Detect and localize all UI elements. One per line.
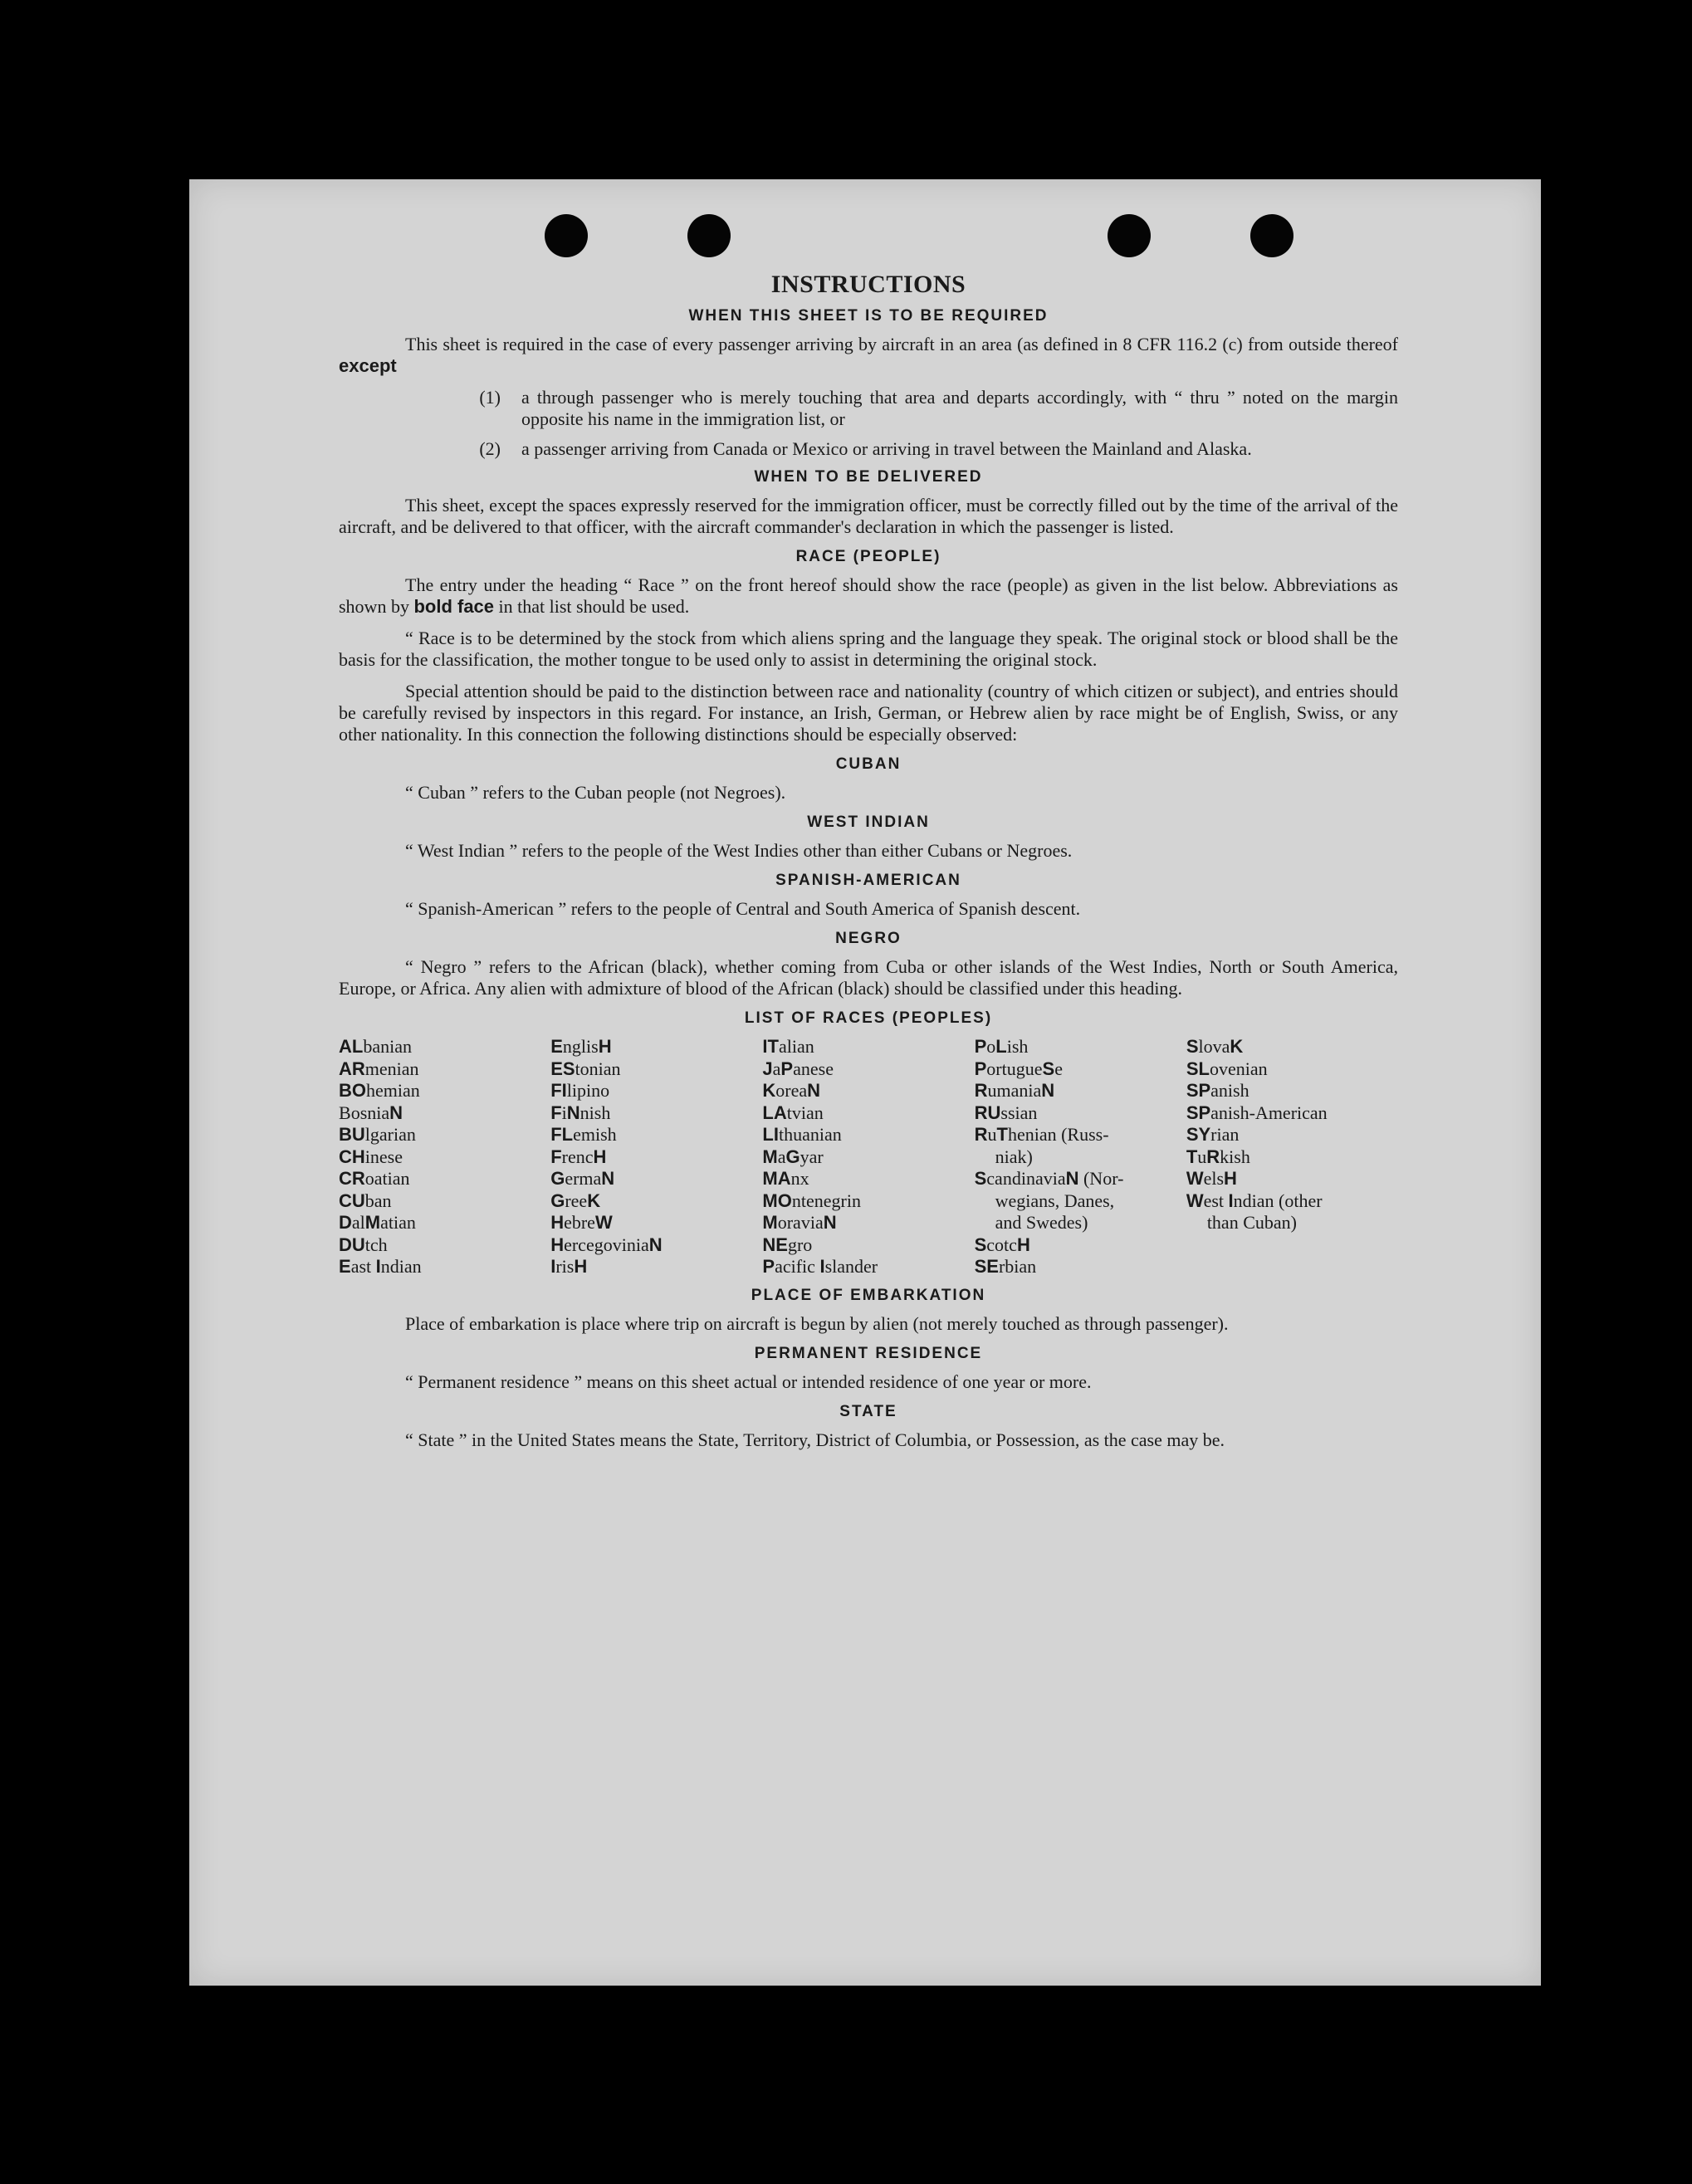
race-abbrev: S bbox=[974, 1168, 987, 1189]
race-text: ntenegrin bbox=[791, 1190, 861, 1211]
race-text: tonian bbox=[575, 1058, 621, 1079]
race-entry bbox=[1186, 1146, 1398, 1169]
heading-state: STATE bbox=[839, 1402, 897, 1420]
races-table bbox=[339, 1036, 1398, 1278]
race-text: ndian bbox=[380, 1256, 422, 1277]
race-p1-after: in that list should be used. bbox=[498, 596, 690, 617]
race-abbrev: T bbox=[996, 1124, 1008, 1145]
race-entry bbox=[975, 1168, 1186, 1190]
race-text: candinavia bbox=[986, 1168, 1066, 1189]
race-abbrev: N bbox=[807, 1080, 821, 1101]
race-text: acific bbox=[775, 1256, 820, 1277]
race-text: ortugue bbox=[986, 1058, 1043, 1079]
heading-delivered: WHEN TO BE DELIVERED bbox=[754, 468, 983, 486]
race-entry bbox=[762, 1036, 974, 1058]
race-entry bbox=[1186, 1058, 1398, 1081]
race-text: els bbox=[1203, 1168, 1225, 1189]
punch-hole bbox=[545, 214, 588, 257]
cuban-text: “ Cuban ” refers to the Cuban people (not Negroes). bbox=[405, 782, 786, 803]
race-text: osnia bbox=[350, 1102, 390, 1123]
required-intro-text: This sheet is required in the case of every passenger arriving by aircraft in an area (as defined in 8 CFR 116.2 (c) from outside thereof bbox=[405, 334, 1398, 354]
race-text: lova bbox=[1198, 1036, 1230, 1057]
race-text: cotc bbox=[986, 1234, 1017, 1255]
race-abbrev: H bbox=[550, 1212, 565, 1233]
race-abbrev: P bbox=[974, 1036, 987, 1057]
race-p3: Special attention should be paid to the distinction between race and nationality (country of which citizen or subject), and entries should be carefully revised by inspectors in this regard. For instance, an Irish, German, or Hebrew alien by race might be of English, Swiss, or any other nationality. In this connection the following distinctions should be especially observed: bbox=[339, 681, 1398, 745]
heading-cuban: CUBAN bbox=[835, 755, 902, 773]
race-text: al bbox=[351, 1212, 365, 1233]
race-abbrev: K bbox=[587, 1190, 601, 1211]
race-entry bbox=[1186, 1036, 1398, 1058]
race-abbrev: CU bbox=[339, 1190, 365, 1211]
race-entry bbox=[339, 1036, 550, 1058]
race-text: ovenian bbox=[1209, 1058, 1268, 1079]
race-column bbox=[762, 1036, 974, 1278]
race-abbrev: M bbox=[762, 1146, 778, 1167]
race-text: rian bbox=[1210, 1124, 1240, 1145]
race-abbrev: E bbox=[550, 1036, 563, 1057]
state-text: “ State ” in the United States means the State, Territory, District of Columbia, or Possession, as the case may be. bbox=[405, 1429, 1225, 1450]
race-column bbox=[1186, 1036, 1398, 1278]
spanish-american-text: “ Spanish-American ” refers to the people of Central and South America of Spanish descent. bbox=[405, 898, 1081, 919]
race-text: ercegovinia bbox=[564, 1234, 649, 1255]
race-abbrev: AL bbox=[339, 1036, 364, 1057]
race-text: anish-American bbox=[1210, 1102, 1328, 1123]
race-abbrev: MO bbox=[762, 1190, 792, 1211]
race-text: lgarian bbox=[364, 1124, 416, 1145]
race-abbrev: H bbox=[574, 1256, 588, 1277]
race-abbrev: R bbox=[974, 1124, 988, 1145]
race-abbrev: NE bbox=[762, 1234, 788, 1255]
race-text: nglis bbox=[562, 1036, 599, 1057]
race-abbrev: SL bbox=[1186, 1058, 1210, 1079]
race-entry bbox=[762, 1080, 974, 1102]
race-column bbox=[339, 1036, 550, 1278]
race-entry bbox=[550, 1036, 762, 1058]
race-abbrev: S bbox=[1042, 1058, 1055, 1079]
punch-hole bbox=[1108, 214, 1151, 257]
race-entry bbox=[762, 1168, 974, 1190]
race-abbrev: R bbox=[974, 1080, 988, 1101]
race-abbrev: S bbox=[1186, 1036, 1199, 1057]
race-entry bbox=[975, 1080, 1186, 1102]
race-entry bbox=[975, 1146, 1186, 1169]
race-text: anish bbox=[1210, 1080, 1249, 1101]
race-abbrev: MA bbox=[762, 1168, 791, 1189]
race-entry bbox=[975, 1212, 1186, 1234]
race-abbrev: BU bbox=[339, 1124, 365, 1145]
west-indian-text: “ West Indian ” refers to the people of the West Indies other than either Cubans or Negroes. bbox=[405, 840, 1073, 861]
race-abbrev: N bbox=[566, 1102, 580, 1123]
race-entry bbox=[975, 1256, 1186, 1278]
race-text: wegians, Danes, bbox=[995, 1190, 1115, 1211]
race-text: e bbox=[1054, 1058, 1063, 1079]
race-text: thuanian bbox=[778, 1124, 842, 1145]
race-text: niak) bbox=[995, 1146, 1033, 1167]
race-text: slander bbox=[824, 1256, 878, 1277]
race-entry bbox=[975, 1102, 1186, 1125]
race-text: ebre bbox=[564, 1212, 595, 1233]
race-abbrev: ES bbox=[550, 1058, 575, 1079]
residence-text: “ Permanent residence ” means on this sheet actual or intended residence of one year or more. bbox=[405, 1370, 1092, 1392]
race-text: a bbox=[777, 1146, 786, 1167]
race-text: hemian bbox=[366, 1080, 420, 1101]
race-entry bbox=[339, 1212, 550, 1234]
race-entry bbox=[550, 1124, 762, 1146]
race-text: henian (Russ- bbox=[1007, 1124, 1109, 1145]
race-entry bbox=[762, 1102, 974, 1125]
race-abbrev: G bbox=[550, 1168, 565, 1189]
race-entry bbox=[1186, 1080, 1398, 1102]
race-text: ast bbox=[350, 1256, 376, 1277]
page-title: INSTRUCTIONS bbox=[770, 271, 966, 298]
race-column bbox=[975, 1036, 1186, 1278]
race-entry bbox=[339, 1058, 550, 1081]
item-number: (2) bbox=[479, 438, 501, 459]
race-abbrev: IT bbox=[762, 1036, 779, 1057]
race-abbrev: G bbox=[785, 1146, 800, 1167]
race-abbrev: RU bbox=[974, 1102, 1001, 1123]
race-entry bbox=[550, 1080, 762, 1102]
race-entry bbox=[550, 1146, 762, 1169]
race-abbrev: N bbox=[823, 1212, 837, 1233]
race-abbrev: H bbox=[593, 1146, 607, 1167]
race-abbrev: SE bbox=[974, 1256, 999, 1277]
race-entry bbox=[550, 1058, 762, 1081]
item-text: a through passenger who is merely touching that area and departs accordingly, with “ thru ” noted on the margin opposite his name in the immigration list, or bbox=[521, 387, 1398, 429]
race-text: atian bbox=[380, 1212, 416, 1233]
race-text: menian bbox=[364, 1058, 419, 1079]
race-entry bbox=[550, 1212, 762, 1234]
race-text: nish bbox=[579, 1102, 611, 1123]
race-entry bbox=[762, 1256, 974, 1278]
race-abbrev: N bbox=[1065, 1168, 1079, 1189]
race-abbrev: P bbox=[974, 1058, 987, 1079]
race-abbrev: H bbox=[1016, 1234, 1030, 1255]
race-entry bbox=[550, 1190, 762, 1213]
race-text: est bbox=[1203, 1190, 1229, 1211]
race-abbrev: W bbox=[1186, 1190, 1204, 1211]
race-entry bbox=[1186, 1168, 1398, 1190]
race-abbrev: DU bbox=[339, 1234, 365, 1255]
race-text: alian bbox=[778, 1036, 814, 1057]
race-abbrev: G bbox=[550, 1190, 565, 1211]
list-item bbox=[339, 438, 1398, 460]
race-abbrev: SP bbox=[1186, 1080, 1211, 1101]
race-entry bbox=[1186, 1124, 1398, 1146]
race-text: ndian (other bbox=[1233, 1190, 1323, 1211]
race-abbrev: W bbox=[1186, 1168, 1204, 1189]
race-abbrev: SP bbox=[1186, 1102, 1211, 1123]
required-intro bbox=[339, 334, 1398, 377]
race-text: oravia bbox=[777, 1212, 824, 1233]
race-abbrev: H bbox=[1224, 1168, 1237, 1189]
race-text: o bbox=[986, 1036, 996, 1057]
race-abbrev: P bbox=[780, 1058, 794, 1079]
race-abbrev: AR bbox=[339, 1058, 365, 1079]
race-entry bbox=[762, 1124, 974, 1146]
race-abbrev: I bbox=[1228, 1190, 1234, 1211]
race-p1-bold: bold face bbox=[413, 596, 495, 617]
race-abbrev: N bbox=[601, 1168, 615, 1189]
punch-hole bbox=[687, 214, 731, 257]
race-text: gro bbox=[787, 1234, 813, 1255]
instruction-sheet bbox=[189, 179, 1541, 1986]
race-entry bbox=[1186, 1102, 1398, 1125]
race-entry bbox=[550, 1102, 762, 1125]
heading-spanish-american: SPANISH-AMERICAN bbox=[775, 872, 961, 889]
race-abbrev: P bbox=[762, 1256, 775, 1277]
race-text: emish bbox=[573, 1124, 617, 1145]
race-text: nx bbox=[790, 1168, 809, 1189]
race-entry bbox=[762, 1190, 974, 1213]
race-abbrev: F bbox=[550, 1102, 562, 1123]
race-p1-before: The entry under the heading “ Race ” on the front hereof should show the race (people) as given in the list below. Abbreviations as shown by bbox=[339, 574, 1398, 617]
heading-race: RACE (PEOPLE) bbox=[795, 548, 941, 565]
race-p1 bbox=[339, 574, 1398, 618]
race-text: erma bbox=[565, 1168, 602, 1189]
race-abbrev: CH bbox=[339, 1146, 365, 1167]
race-abbrev: M bbox=[762, 1212, 778, 1233]
race-text: tch bbox=[364, 1234, 388, 1255]
race-entry bbox=[339, 1256, 550, 1278]
race-entry bbox=[550, 1234, 762, 1257]
required-intro-bold: except bbox=[339, 355, 397, 376]
race-abbrev: R bbox=[1206, 1146, 1220, 1167]
delivered-text: This sheet, except the spaces expressly reserved for the immigration officer, must be correctly filled out by the time of the arrival of the aircraft, and be delivered to that officer, with the aircraft commander's declaration in which the passenger is listed. bbox=[339, 495, 1398, 537]
race-abbrev: I bbox=[819, 1256, 825, 1277]
race-abbrev: CR bbox=[339, 1168, 365, 1189]
race-abbrev: FI bbox=[550, 1080, 567, 1101]
race-text: u bbox=[987, 1124, 997, 1145]
race-entry bbox=[339, 1102, 550, 1125]
race-abbrev: N bbox=[648, 1234, 663, 1255]
race-entry bbox=[762, 1146, 974, 1169]
race-entry bbox=[339, 1168, 550, 1190]
race-abbrev: LA bbox=[762, 1102, 787, 1123]
race-text: ish bbox=[1006, 1036, 1029, 1057]
instructions-content bbox=[339, 271, 1398, 1461]
race-entry bbox=[550, 1168, 762, 1190]
race-abbrev: M bbox=[364, 1212, 381, 1233]
race-entry bbox=[339, 1124, 550, 1146]
race-entry bbox=[975, 1058, 1186, 1081]
race-text: anese bbox=[793, 1058, 834, 1079]
punch-hole bbox=[1250, 214, 1293, 257]
heading-list-of-races: LIST OF RACES (PEOPLES) bbox=[744, 1009, 993, 1027]
race-abbrev: I bbox=[375, 1256, 381, 1277]
race-text: than Cuban) bbox=[1206, 1212, 1297, 1233]
negro-text: “ Negro ” refers to the African (black), whether coming from Cuba or other islands of the West Indies, North or South America, Europe, or Africa. Any alien with admixture of blood of the African (black) should be classified under this heading. bbox=[339, 956, 1398, 999]
race-abbrev: LI bbox=[762, 1124, 779, 1145]
race-entry bbox=[1186, 1212, 1398, 1234]
race-text: yar bbox=[800, 1146, 824, 1167]
race-entry bbox=[975, 1036, 1186, 1058]
heading-negro: NEGRO bbox=[835, 930, 902, 947]
race-abbrev: J bbox=[762, 1058, 773, 1079]
race-text: and Swedes) bbox=[995, 1212, 1088, 1233]
list-item bbox=[339, 387, 1398, 430]
race-text: ris bbox=[555, 1256, 575, 1277]
race-column bbox=[550, 1036, 762, 1278]
race-entry bbox=[339, 1080, 550, 1102]
race-abbrev: S bbox=[974, 1234, 987, 1255]
race-abbrev: FL bbox=[550, 1124, 574, 1145]
race-text: ssian bbox=[1000, 1102, 1038, 1123]
race-text: (Nor- bbox=[1078, 1168, 1124, 1189]
race-text: orea bbox=[775, 1080, 808, 1101]
race-text: a bbox=[772, 1058, 781, 1079]
race-entry bbox=[975, 1124, 1186, 1146]
race-text: kish bbox=[1220, 1146, 1250, 1167]
race-entry bbox=[975, 1190, 1186, 1213]
race-text: renc bbox=[561, 1146, 594, 1167]
race-entry bbox=[550, 1256, 762, 1278]
race-abbrev: L bbox=[995, 1036, 1007, 1057]
race-text: ree bbox=[565, 1190, 588, 1211]
item-number: (1) bbox=[479, 387, 501, 408]
race-text: oatian bbox=[364, 1168, 410, 1189]
race-entry bbox=[762, 1234, 974, 1257]
race-entry bbox=[339, 1234, 550, 1257]
race-entry bbox=[1186, 1190, 1398, 1213]
race-text: banian bbox=[363, 1036, 412, 1057]
embarkation-text: Place of embarkation is place where trip on aircraft is begun by alien (not merely touched as through passenger). bbox=[405, 1312, 1229, 1334]
race-abbrev: SY bbox=[1186, 1124, 1211, 1145]
race-abbrev: E bbox=[339, 1256, 351, 1277]
race-abbrev: I bbox=[550, 1256, 556, 1277]
race-abbrev: N bbox=[1041, 1080, 1055, 1101]
race-text: rbian bbox=[998, 1256, 1037, 1277]
race-entry bbox=[762, 1212, 974, 1234]
race-entry bbox=[762, 1058, 974, 1081]
race-text: umania bbox=[987, 1080, 1042, 1101]
race-text: B bbox=[339, 1102, 351, 1123]
race-entry bbox=[339, 1146, 550, 1169]
race-text: i bbox=[561, 1102, 567, 1123]
heading-residence: PERMANENT RESIDENCE bbox=[754, 1344, 983, 1362]
item-text: a passenger arriving from Canada or Mexico or arriving in travel between the Mainland and Alaska. bbox=[521, 438, 1252, 459]
race-text: tvian bbox=[786, 1102, 824, 1123]
race-abbrev: F bbox=[550, 1146, 562, 1167]
race-p2: “ Race is to be determined by the stock from which aliens spring and the language they speak. The original stock or blood shall be the basis for the classification, the mother tongue to be used only to assist in determining the original stock. bbox=[339, 628, 1398, 670]
race-abbrev: T bbox=[1186, 1146, 1198, 1167]
race-abbrev: W bbox=[594, 1212, 613, 1233]
race-text: ban bbox=[364, 1190, 392, 1211]
race-abbrev: K bbox=[762, 1080, 776, 1101]
race-abbrev: H bbox=[550, 1234, 565, 1255]
race-abbrev: H bbox=[598, 1036, 612, 1057]
heading-west-indian: WEST INDIAN bbox=[807, 814, 930, 831]
race-abbrev: N bbox=[389, 1102, 403, 1123]
heading-required: WHEN THIS SHEET IS TO BE REQUIRED bbox=[688, 307, 1049, 325]
race-text: lipino bbox=[566, 1080, 610, 1101]
race-text: inese bbox=[364, 1146, 403, 1167]
race-abbrev: D bbox=[339, 1212, 352, 1233]
heading-embarkation: PLACE OF EMBARKATION bbox=[751, 1286, 986, 1304]
race-entry bbox=[339, 1190, 550, 1213]
race-entry bbox=[975, 1234, 1186, 1257]
race-abbrev: BO bbox=[339, 1080, 366, 1101]
race-abbrev: K bbox=[1230, 1036, 1244, 1057]
race-text: u bbox=[1197, 1146, 1207, 1167]
